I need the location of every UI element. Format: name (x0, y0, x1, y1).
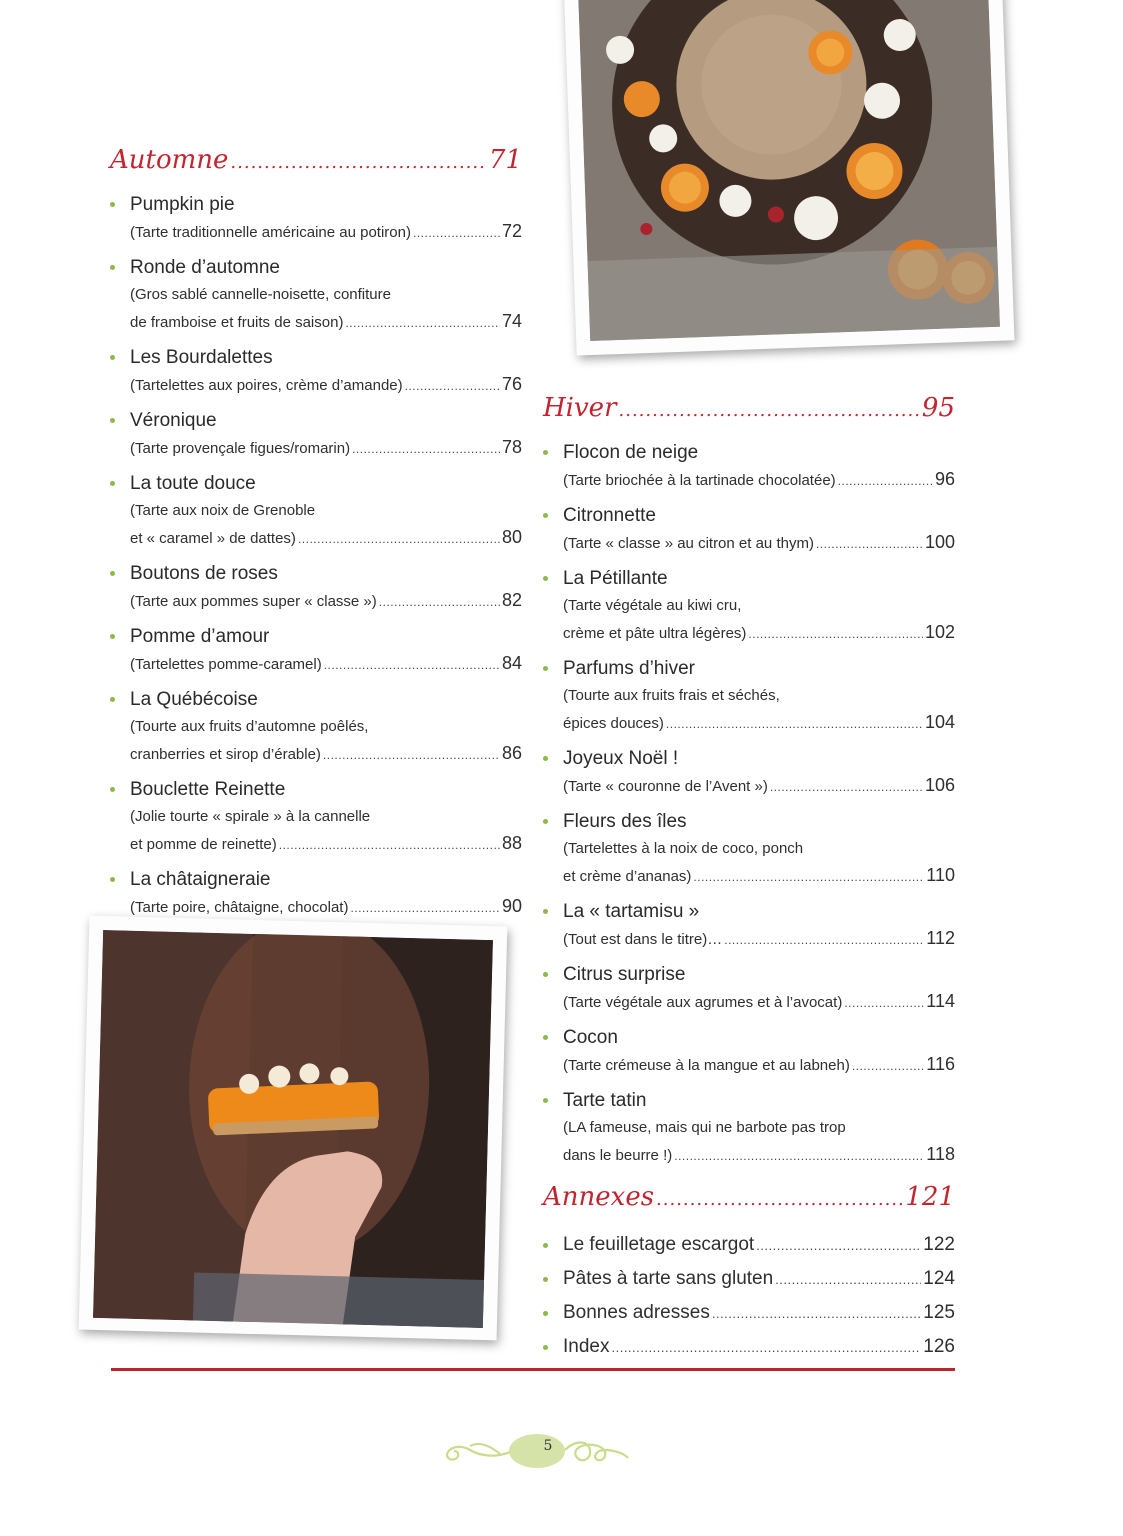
entry-description: de framboise et fruits de saison) (130, 314, 344, 331)
bullet-icon (543, 909, 548, 914)
entry-page-number: 80 (501, 527, 522, 547)
winter-heading[interactable] (543, 388, 955, 431)
autumn-entries (110, 191, 522, 922)
toc-entry[interactable] (543, 655, 955, 738)
entry-description: (Tartelettes pomme-caramel) (130, 656, 322, 673)
toc-entry[interactable] (543, 1024, 955, 1080)
annex-page-number: 122 (923, 1234, 955, 1255)
entry-page-number: 90 (501, 896, 522, 916)
footer-rule (111, 1368, 955, 1371)
entry-page-number: 114 (926, 991, 955, 1011)
entry-page-number: 84 (501, 653, 522, 673)
annex-entry[interactable] (543, 1330, 955, 1364)
tart-photo-image (93, 930, 493, 1328)
entry-page-row (563, 619, 955, 648)
annexes-page: 121 (905, 1182, 955, 1212)
entry-description: (Tourte aux fruits frais et séchés, (563, 687, 780, 704)
entry-page-number: 100 (924, 532, 955, 552)
entry-page-row (563, 529, 955, 558)
entry-page-row (130, 524, 522, 553)
annex-page-number: 126 (923, 1336, 955, 1357)
winter-entries (543, 439, 955, 1170)
entry-page-number: 110 (926, 865, 955, 885)
autumn-section (110, 140, 522, 929)
entry-title: Pomme d’amour (130, 626, 270, 647)
toc-entry[interactable] (543, 502, 955, 558)
entry-page-row (130, 218, 522, 247)
autumn-page: 71 (488, 145, 522, 175)
bullet-icon (543, 450, 548, 455)
entry-page-row (563, 466, 955, 495)
toc-entry[interactable] (543, 565, 955, 648)
bullet-icon (110, 202, 115, 207)
entry-page-number: 76 (501, 374, 522, 394)
entry-title: Fleurs des îles (563, 811, 687, 832)
leader-dots (852, 1053, 924, 1080)
leader-dots (756, 1229, 921, 1262)
bullet-icon (110, 697, 115, 702)
bullet-icon (110, 877, 115, 882)
entry-description: (Tarte végétale aux agrumes et à l’avocat) (563, 994, 843, 1011)
annex-row (563, 1330, 955, 1364)
entry-page-number: 82 (501, 590, 522, 610)
entry-page-row (563, 925, 955, 954)
toc-entry[interactable] (543, 961, 955, 1017)
leader-dots (838, 468, 933, 495)
bullet-icon (110, 787, 115, 792)
leader-dots (230, 143, 486, 183)
toc-entry[interactable] (110, 407, 522, 463)
entry-page-row (130, 650, 522, 679)
entry-title: La Québécoise (130, 689, 258, 710)
annex-entry[interactable] (543, 1296, 955, 1330)
leader-dots (748, 621, 923, 648)
toc-entry[interactable] (543, 745, 955, 801)
bullet-icon (543, 756, 548, 761)
leader-dots (674, 1143, 924, 1170)
annex-title: Index (563, 1336, 610, 1357)
entry-description: (Tarte traditionnelle américaine au potiron) (130, 224, 411, 241)
leader-dots (413, 220, 500, 247)
entry-description: (Jolie tourte « spirale » à la cannelle (130, 808, 371, 825)
entry-description: (Gros sablé cannelle-noisette, confiture (130, 286, 391, 303)
entry-page-row (130, 740, 522, 769)
entry-page-number: 96 (934, 469, 955, 489)
entry-title: Joyeux Noël ! (563, 748, 679, 769)
leader-dots (298, 526, 500, 553)
entry-description: et « caramel » de dattes) (130, 530, 296, 547)
leader-dots (611, 1331, 921, 1364)
wreath-photo (564, 0, 1015, 356)
winter-title: Hiver (543, 393, 617, 423)
bullet-icon (110, 418, 115, 423)
bullet-icon (543, 1098, 548, 1103)
tart-photo (79, 916, 508, 1341)
entry-title: Flocon de neige (563, 442, 699, 463)
bullet-icon (543, 513, 548, 518)
autumn-heading[interactable] (110, 140, 522, 183)
entry-page-number: 72 (501, 221, 522, 241)
entry-page-number: 74 (501, 311, 522, 331)
entry-description: cranberries et sirop d’érable) (130, 746, 321, 763)
bullet-icon (110, 265, 115, 270)
entry-title: Les Bourdalettes (130, 347, 273, 368)
annexes-title: Annexes (543, 1182, 655, 1212)
toc-entry[interactable] (110, 623, 522, 679)
annexes-entries (543, 1228, 955, 1364)
bullet-icon (543, 576, 548, 581)
entry-title: Bouclette Reinette (130, 779, 286, 800)
entry-title: Citrus surprise (563, 964, 686, 985)
leader-dots (770, 774, 923, 801)
entry-page-number: 86 (501, 743, 522, 763)
annex-row (563, 1296, 955, 1330)
entry-description: (Tarte briochée à la tartinade chocolatée) (563, 472, 836, 489)
entry-page-row (563, 1051, 955, 1080)
bullet-icon (543, 1277, 548, 1282)
entry-description: (Tartelettes à la noix de coco, ponch (563, 840, 804, 857)
entry-page-row (130, 308, 522, 337)
annex-title: Bonnes adresses (563, 1302, 710, 1323)
leader-dots (350, 895, 500, 922)
entry-description: (Tarte aux pommes super « classe ») (130, 593, 377, 610)
autumn-title: Automne (110, 145, 229, 175)
entry-page-number: 88 (501, 833, 522, 853)
entry-page-number: 102 (924, 622, 955, 642)
annex-entry[interactable] (543, 1228, 955, 1262)
annex-page-number: 124 (923, 1268, 955, 1289)
entry-title: Tarte tatin (563, 1090, 647, 1111)
toc-entry[interactable] (543, 898, 955, 954)
toc-entry[interactable] (543, 1087, 955, 1170)
entry-description: dans le beurre !) (563, 1147, 673, 1164)
annexes-heading[interactable] (543, 1177, 955, 1220)
entry-title: Cocon (563, 1027, 618, 1048)
entry-title: Boutons de roses (130, 563, 278, 584)
entry-page-number: 116 (926, 1054, 955, 1074)
bullet-icon (110, 355, 115, 360)
leader-dots (656, 1180, 903, 1220)
annex-title: Le feuilletage escargot (563, 1234, 755, 1255)
entry-title: La toute douce (130, 473, 256, 494)
entry-page-row (130, 371, 522, 400)
toc-entry[interactable] (110, 560, 522, 616)
annex-row (563, 1262, 955, 1296)
bullet-icon (543, 1243, 548, 1248)
entry-title: La châtaigneraie (130, 869, 271, 890)
entry-title: Ronde d’automne (130, 257, 280, 278)
entry-description: et crème d’ananas) (563, 868, 692, 885)
winter-page: 95 (921, 393, 955, 423)
entry-title: Citronnette (563, 505, 656, 526)
bullet-icon (543, 819, 548, 824)
entry-page-row (563, 988, 955, 1017)
entry-description: (Tarte végétale au kiwi cru, (563, 597, 742, 614)
leader-dots (379, 589, 500, 616)
bullet-icon (543, 1311, 548, 1316)
annex-entry[interactable] (543, 1262, 955, 1296)
entry-title: Véronique (130, 410, 217, 431)
entry-page-number: 112 (926, 928, 955, 948)
entry-description: crème et pâte ultra légères) (563, 625, 747, 642)
toc-entry[interactable] (110, 470, 522, 553)
toc-entry[interactable] (110, 344, 522, 400)
entry-page-row (130, 587, 522, 616)
leader-dots (724, 927, 924, 954)
wreath-photo-image (578, 0, 1000, 341)
leader-dots (324, 652, 500, 679)
toc-entry[interactable] (543, 439, 955, 495)
leader-dots (693, 864, 924, 891)
toc-entry[interactable] (110, 866, 522, 922)
entry-page-row (563, 772, 955, 801)
leader-dots (345, 310, 500, 337)
leader-dots (816, 531, 923, 558)
entry-page-row (130, 434, 522, 463)
entry-description: (Tarte poire, châtaigne, chocolat) (130, 899, 349, 916)
leader-dots (279, 832, 500, 859)
entry-title: Pumpkin pie (130, 194, 235, 215)
entry-description: (Tarte « couronne de l’Avent ») (563, 778, 768, 795)
entry-description: et pomme de reinette) (130, 836, 277, 853)
bullet-icon (543, 666, 548, 671)
winter-annex-column (543, 388, 955, 1364)
toc-entry[interactable] (110, 191, 522, 247)
entry-title: La Pétillante (563, 568, 668, 589)
entry-page-row (130, 830, 522, 859)
bullet-icon (110, 634, 115, 639)
leader-dots (775, 1263, 921, 1296)
entry-page-row (563, 709, 955, 738)
bullet-icon (110, 481, 115, 486)
entry-description: (Tout est dans le titre)… (563, 931, 723, 948)
entry-title: La « tartamisu » (563, 901, 700, 922)
leader-dots (619, 391, 920, 431)
entry-page-number: 104 (924, 712, 955, 732)
leader-dots (712, 1297, 921, 1330)
entry-description: (Tarte provençale figues/romarin) (130, 440, 351, 457)
entry-page-number: 78 (501, 437, 522, 457)
leader-dots (352, 436, 500, 463)
entry-description: (LA fameuse, mais qui ne barbote pas trop (563, 1119, 846, 1136)
bullet-icon (543, 1345, 548, 1350)
entry-description: épices douces) (563, 715, 664, 732)
entry-page-number: 106 (924, 775, 955, 795)
entry-description: (Tarte « classe » au citron et au thym) (563, 535, 814, 552)
entry-page-number: 118 (926, 1144, 955, 1164)
toc-entry[interactable] (110, 776, 522, 859)
entry-description: (Tartelettes aux poires, crème d’amande) (130, 377, 403, 394)
toc-entry[interactable] (543, 808, 955, 891)
entry-page-row (563, 1141, 955, 1170)
leader-dots (666, 711, 923, 738)
page-number: 5 (543, 1438, 553, 1454)
entry-description: (Tourte aux fruits d’automne poêlés, (130, 718, 369, 735)
annex-row (563, 1228, 955, 1262)
annex-page-number: 125 (923, 1302, 955, 1323)
leader-dots (323, 742, 500, 769)
bullet-icon (543, 1035, 548, 1040)
leader-dots (844, 990, 924, 1017)
annex-title: Pâtes à tarte sans gluten (563, 1268, 774, 1289)
bullet-icon (543, 972, 548, 977)
toc-entry[interactable] (110, 254, 522, 337)
entry-page-row (563, 862, 955, 891)
toc-entry[interactable] (110, 686, 522, 769)
leader-dots (405, 373, 500, 400)
entry-description: (Tarte aux noix de Grenoble (130, 502, 316, 519)
entry-title: Parfums d’hiver (563, 658, 695, 679)
entry-description: (Tarte crémeuse à la mangue et au labneh) (563, 1057, 850, 1074)
bullet-icon (110, 571, 115, 576)
